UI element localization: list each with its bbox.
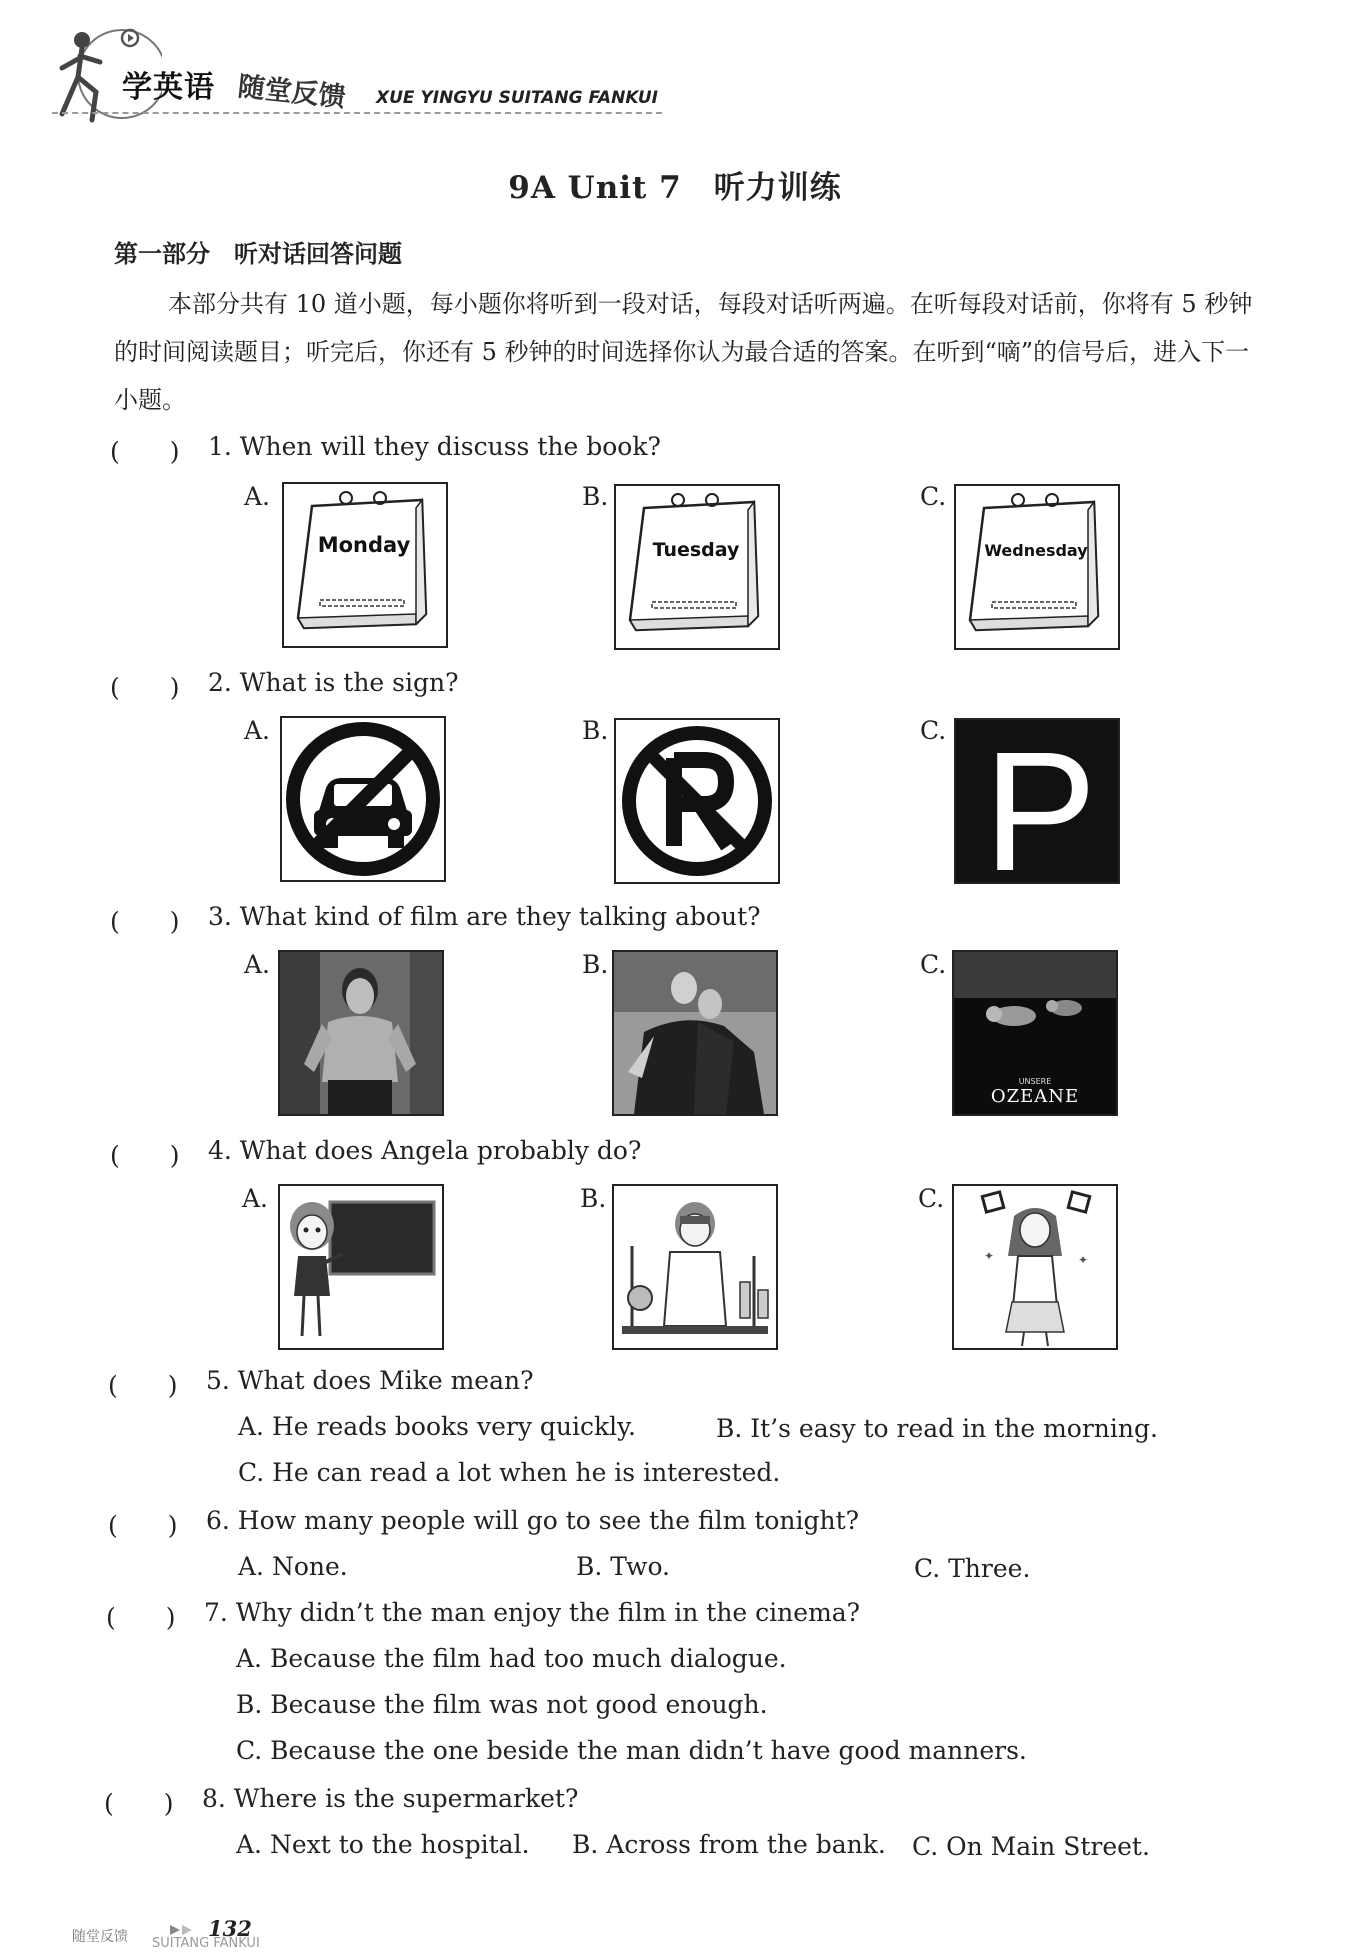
romance-film-photo-icon xyxy=(614,952,776,1114)
svg-text:✦: ✦ xyxy=(984,1249,995,1263)
answer-bracket[interactable]: ( ) xyxy=(110,673,180,702)
answer-bracket[interactable]: ( ) xyxy=(106,1603,176,1632)
option-label: C. xyxy=(918,1184,945,1213)
answer-bracket[interactable]: ( ) xyxy=(110,1141,180,1170)
option-image-calendar[interactable] xyxy=(614,484,780,650)
poster-subtitle: UNSERE xyxy=(1018,1077,1052,1086)
parking-letter: P xyxy=(983,720,1097,882)
answer-bracket[interactable]: ( ) xyxy=(110,907,180,936)
header-brand-subtitle: 随堂反馈 xyxy=(236,71,348,114)
footer-label-pinyin: SUITANG FANKUI xyxy=(152,1936,260,1951)
answer-bracket[interactable]: ( ) xyxy=(110,437,180,466)
option-image-sign[interactable] xyxy=(614,718,780,884)
option-text[interactable]: A. Because the film had too much dialogue. xyxy=(236,1644,787,1673)
question-text: 1. When will they discuss the book? xyxy=(208,432,661,461)
option-image-calendar[interactable] xyxy=(282,482,448,648)
option-text[interactable]: C. Because the one beside the man didn’t have good manners. xyxy=(236,1736,1027,1765)
option-text[interactable]: B. Across from the bank. xyxy=(572,1830,886,1859)
option-text[interactable]: A. None. xyxy=(238,1552,348,1581)
option-image-film-poster[interactable] xyxy=(952,950,1118,1116)
option-image-calendar[interactable] xyxy=(954,484,1120,650)
documentary-film-poster-icon xyxy=(954,952,1116,1114)
footer-label: 随堂反馈 xyxy=(72,1929,128,1945)
action-film-photo-icon xyxy=(280,952,442,1114)
section-heading: 第一部分 听对话回答问题 xyxy=(114,240,402,268)
answer-bracket[interactable]: ( ) xyxy=(108,1511,178,1540)
option-label: A. xyxy=(244,950,271,979)
option-label: B. xyxy=(582,950,609,979)
header-divider xyxy=(52,112,662,114)
option-text[interactable]: C. He can read a lot when he is interested. xyxy=(238,1458,781,1487)
option-label: B. xyxy=(580,1184,607,1213)
no-parking-sign-icon xyxy=(616,720,778,882)
question-text: 8. Where is the supermarket? xyxy=(202,1784,579,1813)
poster-title: OZEANE xyxy=(990,1086,1080,1107)
option-label: B. xyxy=(582,482,609,511)
page-number: 132 xyxy=(208,1916,252,1941)
option-label: A. xyxy=(244,716,271,745)
option-image-sign[interactable] xyxy=(280,716,446,882)
page-title: 9A Unit 7 听力训练 xyxy=(508,170,842,206)
section-instructions: 本部分共有 10 道小题，每小题你将听到一段对话，每段对话听两遍。在听每段对话前，你将有 5 秒钟的时间阅读题目；听完后，你还有 5 秒钟的时间选择你认为最合适的答案。在听到“嘀”的信号后，进入下一小题。 xyxy=(114,290,1253,414)
question-text: 2. What is the sign? xyxy=(208,668,459,697)
option-text[interactable]: B. It’s easy to read in the morning. xyxy=(716,1414,1158,1443)
question-text: 3. What kind of film are they talking about? xyxy=(208,902,761,931)
model-icon xyxy=(954,1186,1116,1348)
option-text[interactable]: C. Three. xyxy=(914,1554,1031,1583)
option-text[interactable]: B. Because the film was not good enough. xyxy=(236,1690,768,1719)
option-image-film-poster[interactable] xyxy=(278,950,444,1116)
calendar-icon xyxy=(616,486,778,648)
option-text[interactable]: A. He reads books very quickly. xyxy=(238,1412,636,1441)
calendar-icon xyxy=(284,484,446,646)
question-text: 7. Why didn’t the man enjoy the film in the cinema? xyxy=(204,1598,861,1627)
question-text: 6. How many people will go to see the film tonight? xyxy=(206,1506,860,1535)
option-image-job[interactable] xyxy=(612,1184,778,1350)
scientist-icon xyxy=(614,1186,776,1348)
answer-bracket[interactable]: ( ) xyxy=(108,1371,178,1400)
option-text[interactable]: B. Two. xyxy=(576,1552,671,1581)
calendar-day-label: Monday xyxy=(317,533,411,557)
option-label: C. xyxy=(920,950,947,979)
parking-sign-icon xyxy=(956,720,1118,882)
option-image-sign[interactable] xyxy=(954,718,1120,884)
calendar-day-label: Wednesday xyxy=(984,541,1088,560)
option-label: A. xyxy=(244,482,271,511)
option-label: B. xyxy=(582,716,609,745)
header-brand-title: 学英语 xyxy=(122,70,215,105)
option-text[interactable]: C. On Main Street. xyxy=(912,1832,1150,1861)
option-label: C. xyxy=(920,716,947,745)
no-cars-sign-icon xyxy=(282,718,444,880)
option-image-job[interactable] xyxy=(278,1184,444,1350)
option-image-film-poster[interactable] xyxy=(612,950,778,1116)
option-label: A. xyxy=(242,1184,269,1213)
teacher-icon xyxy=(280,1186,442,1348)
calendar-icon xyxy=(956,486,1118,648)
option-image-job[interactable] xyxy=(952,1184,1118,1350)
header-brand-pinyin: XUE YINGYU SUITANG FANKUI xyxy=(376,88,659,108)
calendar-day-label: Tuesday xyxy=(652,539,740,561)
option-label: C. xyxy=(920,482,947,511)
option-text[interactable]: A. Next to the hospital. xyxy=(236,1830,530,1859)
answer-bracket[interactable]: ( ) xyxy=(104,1789,174,1818)
question-text: 5. What does Mike mean? xyxy=(206,1366,534,1395)
question-text: 4. What does Angela probably do? xyxy=(208,1136,642,1165)
svg-text:✦: ✦ xyxy=(1078,1253,1089,1267)
